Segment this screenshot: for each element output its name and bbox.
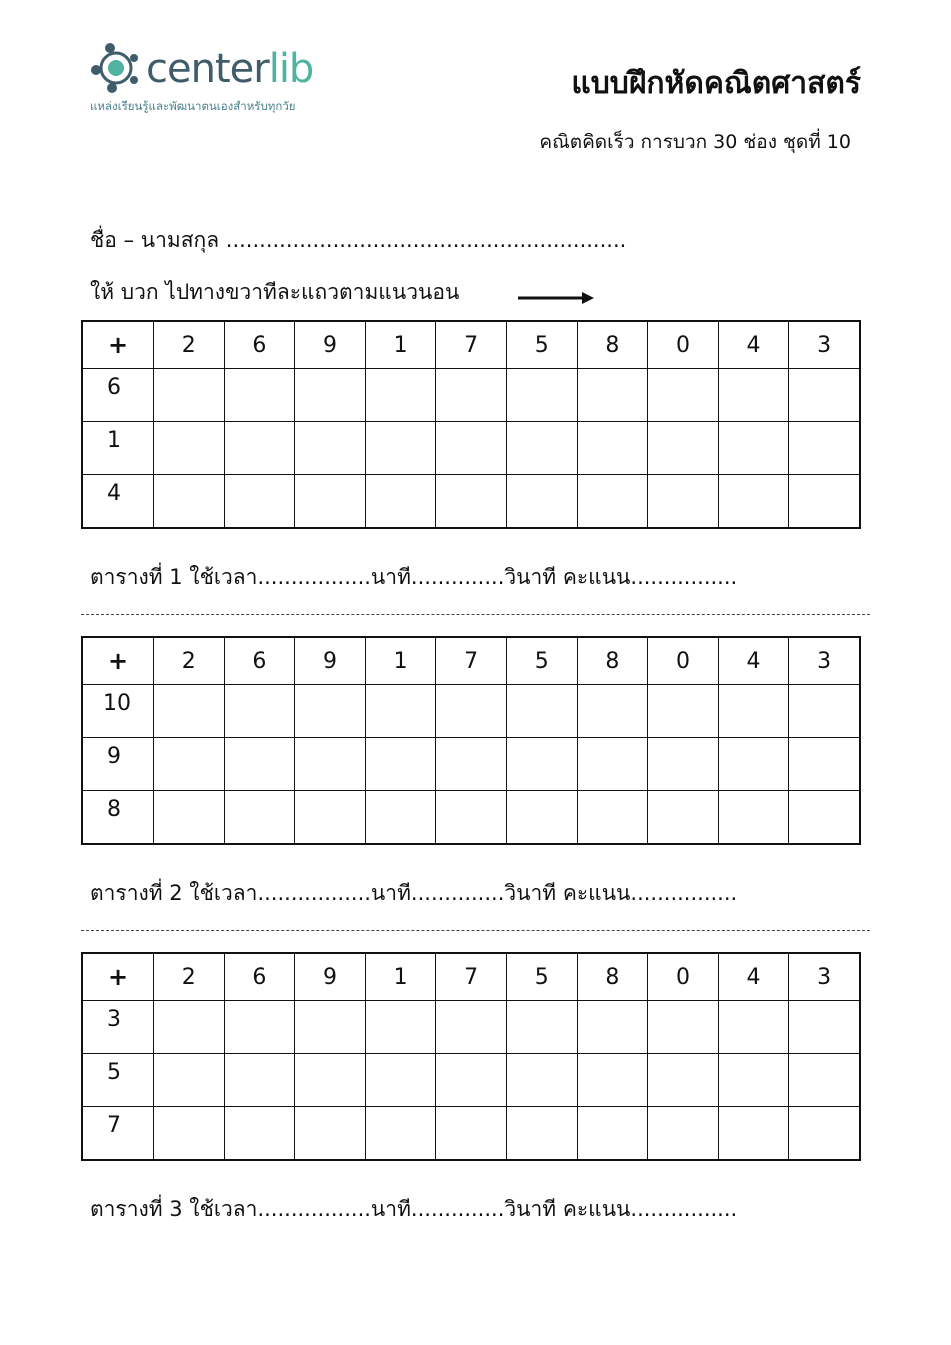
answer-cell[interactable] — [154, 422, 225, 475]
answer-cell[interactable] — [295, 1001, 366, 1054]
answer-cell[interactable] — [648, 685, 719, 738]
column-header: 2 — [154, 953, 225, 1001]
answer-cell[interactable] — [295, 422, 366, 475]
answer-cell[interactable] — [648, 738, 719, 791]
answer-cell[interactable] — [506, 1054, 577, 1107]
column-header: 0 — [648, 637, 719, 685]
table-row — [82, 1001, 860, 1054]
table-1-footer[interactable]: ตารางที่ 1 ใช้เวลา.................นาที..............วินาที คะแนน................ — [90, 565, 738, 589]
answer-cell[interactable] — [295, 685, 366, 738]
answer-cell[interactable] — [506, 738, 577, 791]
answer-cell[interactable] — [718, 1107, 789, 1161]
column-header: 4 — [718, 953, 789, 1001]
answer-cell[interactable] — [718, 1001, 789, 1054]
answer-cell[interactable] — [436, 475, 507, 529]
answer-cell[interactable] — [365, 1107, 436, 1161]
table-row — [82, 685, 860, 738]
answer-cell[interactable] — [295, 369, 366, 422]
answer-cell[interactable] — [365, 1054, 436, 1107]
answer-cell[interactable] — [224, 422, 295, 475]
answer-cell[interactable] — [365, 369, 436, 422]
table-row — [82, 791, 860, 845]
worksheet-title: แบบฝึกหัดคณิตศาสตร์ — [571, 66, 861, 101]
row-label: 1 — [82, 422, 154, 475]
answer-cell[interactable] — [224, 475, 295, 529]
table-2-footer[interactable]: ตารางที่ 2 ใช้เวลา.................นาที..............วินาที คะแนน................ — [90, 881, 738, 905]
answer-cell[interactable] — [295, 738, 366, 791]
addition-table-1 — [81, 320, 861, 529]
answer-cell[interactable] — [648, 1107, 719, 1161]
answer-cell[interactable] — [295, 791, 366, 845]
column-header: 1 — [365, 637, 436, 685]
answer-cell[interactable] — [648, 369, 719, 422]
answer-cell[interactable] — [224, 685, 295, 738]
answer-cell[interactable] — [224, 791, 295, 845]
row-label: 9 — [82, 738, 154, 791]
instruction-text: ให้ บวก ไปทางขวาทีละแถวตามแนวนอน — [90, 280, 460, 304]
answer-cell[interactable] — [718, 422, 789, 475]
row-label: 5 — [82, 1054, 154, 1107]
column-header: 7 — [436, 953, 507, 1001]
answer-cell[interactable] — [789, 475, 860, 529]
answer-cell[interactable] — [436, 369, 507, 422]
answer-cell[interactable] — [224, 1001, 295, 1054]
answer-cell[interactable] — [577, 685, 648, 738]
addition-table-3 — [81, 952, 861, 1161]
answer-cell[interactable] — [718, 738, 789, 791]
column-header: 9 — [295, 321, 366, 369]
worksheet-subtitle: คณิตคิดเร็ว การบวก 30 ช่อง ชุดที่ 10 — [539, 131, 851, 153]
column-header: 2 — [154, 637, 225, 685]
answer-cell[interactable] — [577, 369, 648, 422]
answer-cell[interactable] — [506, 791, 577, 845]
answer-cell[interactable] — [154, 685, 225, 738]
answer-cell[interactable] — [154, 369, 225, 422]
answer-cell[interactable] — [789, 685, 860, 738]
answer-cell[interactable] — [436, 738, 507, 791]
column-header: 1 — [365, 321, 436, 369]
answer-cell[interactable] — [577, 1001, 648, 1054]
table-header-row — [82, 953, 860, 1001]
answer-cell[interactable] — [365, 738, 436, 791]
logo-name-part1: center — [146, 46, 269, 92]
table-row — [82, 1107, 860, 1161]
answer-cell[interactable] — [154, 475, 225, 529]
answer-cell[interactable] — [436, 1001, 507, 1054]
answer-cell[interactable] — [436, 1107, 507, 1161]
answer-cell[interactable] — [577, 475, 648, 529]
molecule-logo-icon — [88, 40, 144, 96]
answer-cell[interactable] — [436, 1054, 507, 1107]
answer-cell[interactable] — [295, 1054, 366, 1107]
answer-cell[interactable] — [506, 475, 577, 529]
answer-cell[interactable] — [789, 1001, 860, 1054]
column-header: 4 — [718, 637, 789, 685]
row-label: 6 — [82, 369, 154, 422]
table-row — [82, 422, 860, 475]
column-header: 5 — [506, 321, 577, 369]
addition-table-2 — [81, 636, 861, 845]
answer-cell[interactable] — [718, 1054, 789, 1107]
cut-line — [81, 614, 870, 615]
answer-cell[interactable] — [789, 1054, 860, 1107]
answer-cell[interactable] — [154, 791, 225, 845]
operator-cell: + — [82, 637, 154, 685]
answer-cell[interactable] — [577, 1054, 648, 1107]
student-name-line[interactable]: ชื่อ – นามสกุล ............................................................ — [90, 228, 627, 252]
answer-cell[interactable] — [436, 791, 507, 845]
answer-cell[interactable] — [365, 685, 436, 738]
column-header: 7 — [436, 637, 507, 685]
answer-cell[interactable] — [506, 1001, 577, 1054]
row-label: 8 — [82, 791, 154, 845]
answer-cell[interactable] — [506, 369, 577, 422]
logo-tagline: แหล่งเรียนรู้และพัฒนาตนเองสำหรับทุกวัย — [90, 99, 296, 113]
column-header: 5 — [506, 953, 577, 1001]
answer-cell[interactable] — [295, 475, 366, 529]
table-row — [82, 369, 860, 422]
answer-cell[interactable] — [648, 1054, 719, 1107]
answer-cell[interactable] — [648, 422, 719, 475]
answer-cell[interactable] — [365, 1001, 436, 1054]
column-header: 6 — [224, 637, 295, 685]
answer-cell[interactable] — [224, 1107, 295, 1161]
column-header: 9 — [295, 953, 366, 1001]
column-header: 8 — [577, 321, 648, 369]
table-row — [82, 475, 860, 529]
answer-cell[interactable] — [506, 685, 577, 738]
answer-cell[interactable] — [154, 1107, 225, 1161]
answer-cell[interactable] — [577, 422, 648, 475]
table-row — [82, 1054, 860, 1107]
column-header: 7 — [436, 321, 507, 369]
answer-cell[interactable] — [506, 422, 577, 475]
answer-cell[interactable] — [154, 1001, 225, 1054]
answer-cell[interactable] — [154, 1054, 225, 1107]
row-label: 3 — [82, 1001, 154, 1054]
answer-cell[interactable] — [365, 475, 436, 529]
right-arrow-icon — [518, 286, 598, 306]
column-header: 8 — [577, 637, 648, 685]
table-3-footer[interactable]: ตารางที่ 3 ใช้เวลา.................นาที..............วินาที คะแนน................ — [90, 1197, 738, 1221]
answer-cell[interactable] — [718, 369, 789, 422]
column-header: 6 — [224, 321, 295, 369]
answer-cell[interactable] — [789, 1107, 860, 1161]
logo-wordmark — [146, 44, 313, 94]
answer-cell[interactable] — [789, 422, 860, 475]
column-header: 8 — [577, 953, 648, 1001]
answer-cell[interactable] — [577, 1107, 648, 1161]
answer-cell[interactable] — [648, 791, 719, 845]
column-header: 1 — [365, 953, 436, 1001]
answer-cell[interactable] — [718, 685, 789, 738]
column-header: 0 — [648, 953, 719, 1001]
answer-cell[interactable] — [365, 791, 436, 845]
answer-cell[interactable] — [789, 791, 860, 845]
column-header: 4 — [718, 321, 789, 369]
answer-cell[interactable] — [718, 791, 789, 845]
answer-cell[interactable] — [365, 422, 436, 475]
answer-cell[interactable] — [224, 1054, 295, 1107]
answer-cell[interactable] — [295, 1107, 366, 1161]
answer-cell[interactable] — [224, 369, 295, 422]
column-header: 0 — [648, 321, 719, 369]
table-header-row — [82, 637, 860, 685]
row-label: 10 — [82, 685, 154, 738]
row-label: 7 — [82, 1107, 154, 1161]
answer-cell[interactable] — [718, 475, 789, 529]
operator-cell: + — [82, 953, 154, 1001]
column-header: 3 — [789, 321, 860, 369]
answer-cell[interactable] — [789, 738, 860, 791]
answer-cell[interactable] — [436, 422, 507, 475]
answer-cell[interactable] — [789, 369, 860, 422]
cut-line — [81, 930, 870, 931]
logo — [88, 40, 348, 120]
answer-cell[interactable] — [577, 738, 648, 791]
column-header: 3 — [789, 953, 860, 1001]
answer-cell[interactable] — [648, 475, 719, 529]
table-row — [82, 738, 860, 791]
row-label: 4 — [82, 475, 154, 529]
column-header: 5 — [506, 637, 577, 685]
column-header: 9 — [295, 637, 366, 685]
answer-cell[interactable] — [648, 1001, 719, 1054]
answer-cell[interactable] — [436, 685, 507, 738]
column-header: 2 — [154, 321, 225, 369]
answer-cell[interactable] — [506, 1107, 577, 1161]
table-header-row — [82, 321, 860, 369]
answer-cell[interactable] — [154, 738, 225, 791]
answer-cell[interactable] — [224, 738, 295, 791]
column-header: 6 — [224, 953, 295, 1001]
logo-name-part2: lib — [268, 46, 314, 92]
answer-cell[interactable] — [577, 791, 648, 845]
column-header: 3 — [789, 637, 860, 685]
operator-cell: + — [82, 321, 154, 369]
